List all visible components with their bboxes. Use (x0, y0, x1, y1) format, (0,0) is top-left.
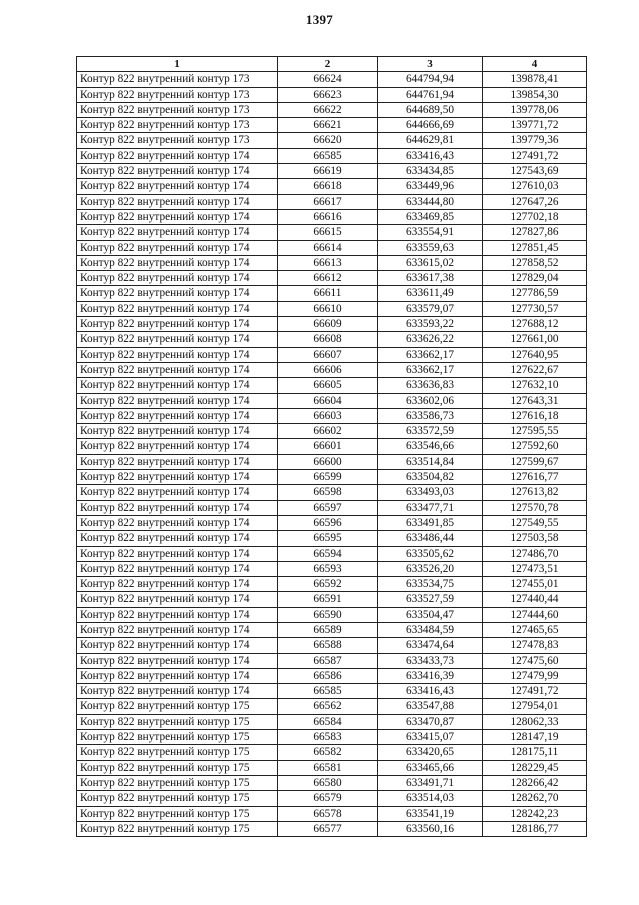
table-row (77, 194, 587, 209)
y-coordinate-cell: 128266,42 (483, 775, 587, 790)
y-coordinate-cell: 127858,52 (483, 255, 587, 270)
x-coordinate-cell: 633504,47 (378, 607, 483, 622)
y-coordinate-cell: 127827,86 (483, 225, 587, 240)
y-coordinate-cell: 127543,69 (483, 164, 587, 179)
x-coordinate-cell: 633526,20 (378, 561, 483, 576)
x-coordinate-cell: 633546,66 (378, 439, 483, 454)
x-coordinate-cell: 633636,83 (378, 378, 483, 393)
x-coordinate-cell: 633416,43 (378, 684, 483, 699)
x-coordinate-cell: 633559,63 (378, 240, 483, 255)
y-coordinate-cell: 127491,72 (483, 148, 587, 163)
point-number-cell: 66601 (278, 439, 378, 454)
point-number-cell: 66610 (278, 301, 378, 316)
y-coordinate-cell: 127640,95 (483, 347, 587, 362)
contour-name-cell: Контур 822 внутренний контур 173 (77, 102, 278, 117)
contour-name-cell: Контур 822 внутренний контур 174 (77, 515, 278, 530)
x-coordinate-cell: 633662,17 (378, 362, 483, 377)
point-number-cell: 66589 (278, 622, 378, 637)
table-row (77, 638, 587, 653)
y-coordinate-cell: 128186,77 (483, 821, 587, 836)
table-row (77, 531, 587, 546)
y-coordinate-cell: 127786,59 (483, 286, 587, 301)
y-coordinate-cell: 127455,01 (483, 577, 587, 592)
y-coordinate-cell: 127549,55 (483, 515, 587, 530)
table-row (77, 470, 587, 485)
x-coordinate-cell: 633572,59 (378, 424, 483, 439)
table-body (77, 72, 587, 837)
table-row (77, 730, 587, 745)
table-row (77, 684, 587, 699)
table-row (77, 485, 587, 500)
point-number-cell: 66608 (278, 332, 378, 347)
y-coordinate-cell: 127599,67 (483, 454, 587, 469)
x-coordinate-cell: 633586,73 (378, 408, 483, 423)
y-coordinate-cell: 127954,01 (483, 699, 587, 714)
y-coordinate-cell: 128147,19 (483, 730, 587, 745)
contour-name-cell: Контур 822 внутренний контур 174 (77, 439, 278, 454)
x-coordinate-cell: 633416,39 (378, 668, 483, 683)
y-coordinate-cell: 127503,58 (483, 531, 587, 546)
contour-name-cell: Контур 822 внутренний контур 175 (77, 745, 278, 760)
table-row (77, 240, 587, 255)
table-row (77, 362, 587, 377)
contour-name-cell: Контур 822 внутренний контур 174 (77, 577, 278, 592)
x-coordinate-cell: 633444,80 (378, 194, 483, 209)
point-number-cell: 66591 (278, 592, 378, 607)
x-coordinate-cell: 644629,81 (378, 133, 483, 148)
table-row (77, 378, 587, 393)
x-coordinate-cell: 633593,22 (378, 317, 483, 332)
point-number-cell: 66587 (278, 653, 378, 668)
point-number-cell: 66583 (278, 730, 378, 745)
table-row (77, 225, 587, 240)
table-row (77, 500, 587, 515)
table-row (77, 133, 587, 148)
contour-name-cell: Контур 822 внутренний контур 174 (77, 638, 278, 653)
contour-name-cell: Контур 822 внутренний контур 174 (77, 470, 278, 485)
y-coordinate-cell: 127479,99 (483, 668, 587, 683)
table-row (77, 332, 587, 347)
y-coordinate-cell: 127473,51 (483, 561, 587, 576)
point-number-cell: 66615 (278, 225, 378, 240)
point-number-cell: 66607 (278, 347, 378, 362)
contour-name-cell: Контур 822 внутренний контур 174 (77, 271, 278, 286)
y-coordinate-cell: 127475,60 (483, 653, 587, 668)
x-coordinate-cell: 633514,84 (378, 454, 483, 469)
table-row (77, 271, 587, 286)
table-row (77, 622, 587, 637)
column-header-1: 1 (77, 57, 278, 72)
table-row (77, 393, 587, 408)
contour-name-cell: Контур 822 внутренний контур 174 (77, 592, 278, 607)
x-coordinate-cell: 633579,07 (378, 301, 483, 316)
contour-name-cell: Контур 822 внутренний контур 174 (77, 393, 278, 408)
y-coordinate-cell: 127829,04 (483, 271, 587, 286)
x-coordinate-cell: 633416,43 (378, 148, 483, 163)
table-row (77, 561, 587, 576)
contour-name-cell: Контур 822 внутренний контур 173 (77, 133, 278, 148)
point-number-cell: 66624 (278, 72, 378, 87)
point-number-cell: 66621 (278, 118, 378, 133)
y-coordinate-cell: 128262,70 (483, 791, 587, 806)
y-coordinate-cell: 139771,72 (483, 118, 587, 133)
y-coordinate-cell: 127661,00 (483, 332, 587, 347)
x-coordinate-cell: 633626,22 (378, 332, 483, 347)
table-row (77, 148, 587, 163)
contour-name-cell: Контур 822 внутренний контур 174 (77, 225, 278, 240)
point-number-cell: 66623 (278, 87, 378, 102)
contour-name-cell: Контур 822 внутренний контур 175 (77, 760, 278, 775)
y-coordinate-cell: 127595,55 (483, 424, 587, 439)
y-coordinate-cell: 127570,78 (483, 500, 587, 515)
x-coordinate-cell: 633505,62 (378, 546, 483, 561)
y-coordinate-cell: 127643,31 (483, 393, 587, 408)
table-row (77, 439, 587, 454)
contour-name-cell: Контур 822 внутренний контур 175 (77, 806, 278, 821)
point-number-cell: 66603 (278, 408, 378, 423)
x-coordinate-cell: 633554,91 (378, 225, 483, 240)
x-coordinate-cell: 633477,71 (378, 500, 483, 515)
point-number-cell: 66595 (278, 531, 378, 546)
x-coordinate-cell: 633469,85 (378, 209, 483, 224)
x-coordinate-cell: 633617,38 (378, 271, 483, 286)
y-coordinate-cell: 139854,30 (483, 87, 587, 102)
y-coordinate-cell: 127465,65 (483, 622, 587, 637)
point-number-cell: 66616 (278, 209, 378, 224)
point-number-cell: 66577 (278, 821, 378, 836)
contour-name-cell: Контур 822 внутренний контур 174 (77, 194, 278, 209)
table-row (77, 592, 587, 607)
table-row (77, 347, 587, 362)
column-header-4: 4 (483, 57, 587, 72)
point-number-cell: 66597 (278, 500, 378, 515)
point-number-cell: 66602 (278, 424, 378, 439)
point-number-cell: 66579 (278, 791, 378, 806)
contour-name-cell: Контур 822 внутренний контур 173 (77, 87, 278, 102)
y-coordinate-cell: 127486,70 (483, 546, 587, 561)
point-number-cell: 66584 (278, 714, 378, 729)
y-coordinate-cell: 139778,06 (483, 102, 587, 117)
y-coordinate-cell: 127444,60 (483, 607, 587, 622)
y-coordinate-cell: 127702,18 (483, 209, 587, 224)
contour-name-cell: Контур 822 внутренний контур 174 (77, 424, 278, 439)
x-coordinate-cell: 633541,19 (378, 806, 483, 821)
x-coordinate-cell: 633602,06 (378, 393, 483, 408)
point-number-cell: 66585 (278, 148, 378, 163)
contour-name-cell: Контур 822 внутренний контур 174 (77, 531, 278, 546)
x-coordinate-cell: 633514,03 (378, 791, 483, 806)
contour-name-cell: Контур 822 внутренний контур 174 (77, 255, 278, 270)
y-coordinate-cell: 128062,33 (483, 714, 587, 729)
contour-name-cell: Контур 822 внутренний контур 175 (77, 699, 278, 714)
x-coordinate-cell: 644689,50 (378, 102, 483, 117)
table-row (77, 424, 587, 439)
table-row (77, 454, 587, 469)
table-row (77, 653, 587, 668)
y-coordinate-cell: 139878,41 (483, 72, 587, 87)
contour-name-cell: Контур 822 внутренний контур 174 (77, 347, 278, 362)
contour-name-cell: Контур 822 внутренний контур 174 (77, 684, 278, 699)
point-number-cell: 66617 (278, 194, 378, 209)
y-coordinate-cell: 128175,11 (483, 745, 587, 760)
contour-name-cell: Контур 822 внутренний контур 174 (77, 362, 278, 377)
y-coordinate-cell: 139779,36 (483, 133, 587, 148)
page-number: 1397 (305, 12, 334, 27)
x-coordinate-cell: 633465,66 (378, 760, 483, 775)
contour-name-cell: Контур 822 внутренний контур 173 (77, 118, 278, 133)
y-coordinate-cell: 127632,10 (483, 378, 587, 393)
x-coordinate-cell: 633611,49 (378, 286, 483, 301)
y-coordinate-cell: 127610,03 (483, 179, 587, 194)
x-coordinate-cell: 633449,96 (378, 179, 483, 194)
table-row (77, 760, 587, 775)
y-coordinate-cell: 127491,72 (483, 684, 587, 699)
x-coordinate-cell: 633470,87 (378, 714, 483, 729)
y-coordinate-cell: 127440,44 (483, 592, 587, 607)
point-number-cell: 66581 (278, 760, 378, 775)
table-row (77, 102, 587, 117)
y-coordinate-cell: 127616,77 (483, 470, 587, 485)
point-number-cell: 66604 (278, 393, 378, 408)
x-coordinate-cell: 633662,17 (378, 347, 483, 362)
table-row (77, 118, 587, 133)
point-number-cell: 66596 (278, 515, 378, 530)
y-coordinate-cell: 127592,60 (483, 439, 587, 454)
table-row (77, 714, 587, 729)
contour-name-cell: Контур 822 внутренний контур 174 (77, 607, 278, 622)
y-coordinate-cell: 127688,12 (483, 317, 587, 332)
point-number-cell: 66578 (278, 806, 378, 821)
contour-name-cell: Контур 822 внутренний контур 175 (77, 821, 278, 836)
contour-name-cell: Контур 822 внутренний контур 174 (77, 301, 278, 316)
contour-name-cell: Контур 822 внутренний контур 174 (77, 454, 278, 469)
contour-name-cell: Контур 822 внутренний контур 174 (77, 561, 278, 576)
table-row (77, 408, 587, 423)
x-coordinate-cell: 633560,16 (378, 821, 483, 836)
table-row (77, 515, 587, 530)
point-number-cell: 66585 (278, 684, 378, 699)
contour-name-cell: Контур 822 внутренний контур 175 (77, 714, 278, 729)
contour-name-cell: Контур 822 внутренний контур 174 (77, 148, 278, 163)
y-coordinate-cell: 127616,18 (483, 408, 587, 423)
table-row (77, 286, 587, 301)
point-number-cell: 66620 (278, 133, 378, 148)
table-row (77, 164, 587, 179)
contour-name-cell: Контур 822 внутренний контур 174 (77, 164, 278, 179)
point-number-cell: 66614 (278, 240, 378, 255)
table-row (77, 791, 587, 806)
point-number-cell: 66605 (278, 378, 378, 393)
contour-name-cell: Контур 822 внутренний контур 174 (77, 317, 278, 332)
contour-name-cell: Контур 822 внутренний контур 174 (77, 378, 278, 393)
contour-name-cell: Контур 822 внутренний контур 174 (77, 179, 278, 194)
contour-name-cell: Контур 822 внутренний контур 175 (77, 791, 278, 806)
table-row (77, 775, 587, 790)
x-coordinate-cell: 644794,94 (378, 72, 483, 87)
contour-name-cell: Контур 822 внутренний контур 174 (77, 546, 278, 561)
x-coordinate-cell: 633434,85 (378, 164, 483, 179)
table-row (77, 72, 587, 87)
table-row (77, 821, 587, 836)
x-coordinate-cell: 633484,59 (378, 622, 483, 637)
point-number-cell: 66582 (278, 745, 378, 760)
x-coordinate-cell: 633486,44 (378, 531, 483, 546)
point-number-cell: 66594 (278, 546, 378, 561)
x-coordinate-cell: 633527,59 (378, 592, 483, 607)
x-coordinate-cell: 633493,03 (378, 485, 483, 500)
table-row (77, 607, 587, 622)
y-coordinate-cell: 127613,82 (483, 485, 587, 500)
x-coordinate-cell: 633615,02 (378, 255, 483, 270)
y-coordinate-cell: 128242,23 (483, 806, 587, 821)
point-number-cell: 66592 (278, 577, 378, 592)
contour-name-cell: Контур 822 внутренний контур 174 (77, 332, 278, 347)
table-row (77, 301, 587, 316)
contour-name-cell: Контур 822 внутренний контур 174 (77, 408, 278, 423)
contour-name-cell: Контур 822 внутренний контур 173 (77, 72, 278, 87)
point-number-cell: 66613 (278, 255, 378, 270)
y-coordinate-cell: 127478,83 (483, 638, 587, 653)
y-coordinate-cell: 127647,26 (483, 194, 587, 209)
x-coordinate-cell: 633534,75 (378, 577, 483, 592)
x-coordinate-cell: 633420,65 (378, 745, 483, 760)
column-header-2: 2 (278, 57, 378, 72)
point-number-cell: 66588 (278, 638, 378, 653)
contour-name-cell: Контур 822 внутренний контур 175 (77, 730, 278, 745)
contour-name-cell: Контур 822 внутренний контур 174 (77, 240, 278, 255)
table-row (77, 745, 587, 760)
point-number-cell: 66612 (278, 271, 378, 286)
point-number-cell: 66611 (278, 286, 378, 301)
point-number-cell: 66618 (278, 179, 378, 194)
x-coordinate-cell: 633491,85 (378, 515, 483, 530)
contour-name-cell: Контур 822 внутренний контур 174 (77, 622, 278, 637)
table-row (77, 317, 587, 332)
table-row (77, 699, 587, 714)
table-row (77, 668, 587, 683)
y-coordinate-cell: 127730,57 (483, 301, 587, 316)
table-row (77, 87, 587, 102)
x-coordinate-cell: 633474,64 (378, 638, 483, 653)
point-number-cell: 66593 (278, 561, 378, 576)
y-coordinate-cell: 127622,67 (483, 362, 587, 377)
point-number-cell: 66586 (278, 668, 378, 683)
table-row (77, 546, 587, 561)
header-row (77, 57, 587, 72)
point-number-cell: 66562 (278, 699, 378, 714)
contour-name-cell: Контур 822 внутренний контур 174 (77, 653, 278, 668)
y-coordinate-cell: 128229,45 (483, 760, 587, 775)
x-coordinate-cell: 633491,71 (378, 775, 483, 790)
contour-name-cell: Контур 822 внутренний контур 174 (77, 286, 278, 301)
column-header-3: 3 (378, 57, 483, 72)
coordinates-table (76, 56, 587, 837)
contour-name-cell: Контур 822 внутренний контур 174 (77, 500, 278, 515)
x-coordinate-cell: 644666,69 (378, 118, 483, 133)
point-number-cell: 66619 (278, 164, 378, 179)
x-coordinate-cell: 644761,94 (378, 87, 483, 102)
contour-name-cell: Контур 822 внутренний контур 175 (77, 775, 278, 790)
contour-name-cell: Контур 822 внутренний контур 174 (77, 668, 278, 683)
point-number-cell: 66606 (278, 362, 378, 377)
table-row (77, 179, 587, 194)
table-header (77, 57, 587, 72)
x-coordinate-cell: 633504,82 (378, 470, 483, 485)
point-number-cell: 66598 (278, 485, 378, 500)
contour-name-cell: Контур 822 внутренний контур 174 (77, 485, 278, 500)
point-number-cell: 66609 (278, 317, 378, 332)
point-number-cell: 66580 (278, 775, 378, 790)
y-coordinate-cell: 127851,45 (483, 240, 587, 255)
point-number-cell: 66590 (278, 607, 378, 622)
x-coordinate-cell: 633547,88 (378, 699, 483, 714)
point-number-cell: 66622 (278, 102, 378, 117)
table-row (77, 209, 587, 224)
x-coordinate-cell: 633415,07 (378, 730, 483, 745)
contour-name-cell: Контур 822 внутренний контур 174 (77, 209, 278, 224)
x-coordinate-cell: 633433,73 (378, 653, 483, 668)
table-row (77, 577, 587, 592)
point-number-cell: 66599 (278, 470, 378, 485)
point-number-cell: 66600 (278, 454, 378, 469)
table-row (77, 255, 587, 270)
table-row (77, 806, 587, 821)
